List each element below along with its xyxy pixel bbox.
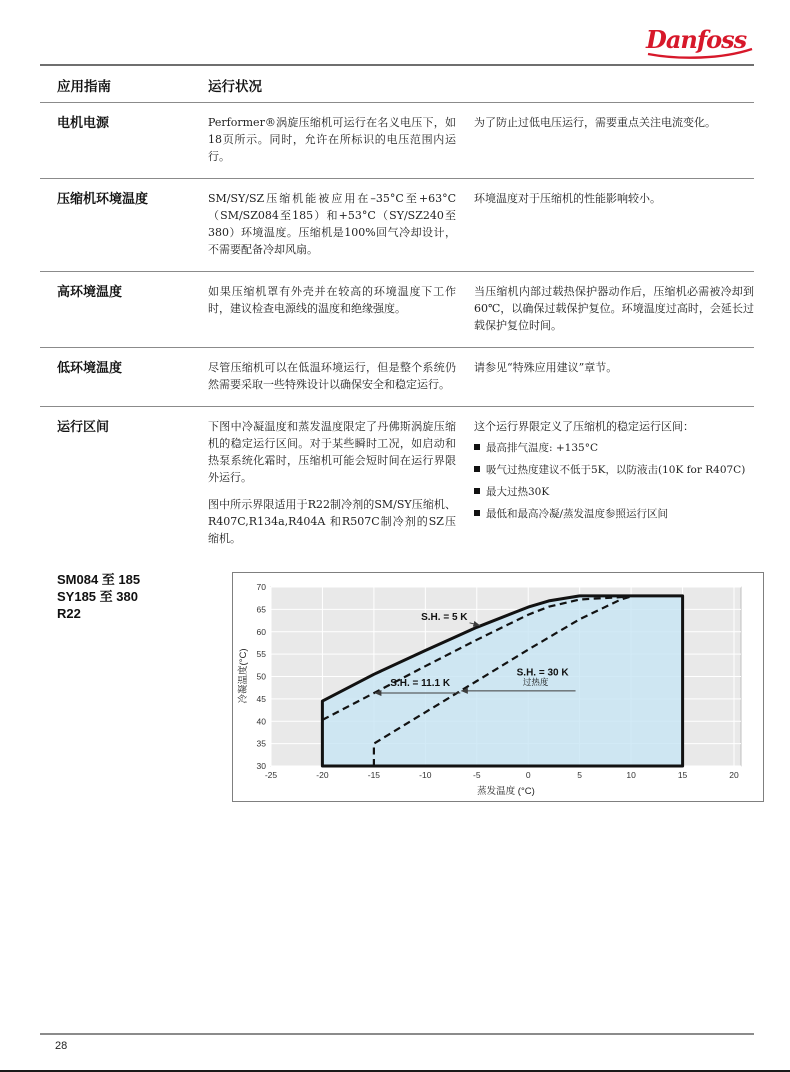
svg-text:冷凝温度(°C): 冷凝温度(°C) bbox=[238, 648, 249, 704]
row-low-ambient bbox=[40, 348, 754, 406]
row-operating-envelope bbox=[40, 407, 754, 560]
page-section-title: 运行状况 bbox=[208, 79, 262, 94]
footer-rule bbox=[40, 1033, 754, 1035]
row-label: 电机电源 bbox=[57, 115, 110, 130]
model-line: SY185 至 380 bbox=[57, 588, 138, 604]
svg-text:65: 65 bbox=[256, 604, 266, 615]
content-table bbox=[40, 102, 754, 802]
model-line: SM084 至 185 bbox=[57, 572, 141, 587]
svg-text:60: 60 bbox=[256, 626, 266, 637]
svg-text:10: 10 bbox=[626, 770, 636, 780]
danfoss-logo-text: Danfoss bbox=[646, 25, 747, 54]
row-right-text: 为了防止过低电压运行，需要重点关注电流变化。 bbox=[474, 116, 716, 129]
svg-text:15: 15 bbox=[677, 770, 688, 780]
row-right-text: 环境温度对于压缩机的性能影响较小。 bbox=[474, 192, 661, 205]
svg-text:30: 30 bbox=[256, 761, 266, 771]
svg-text:5: 5 bbox=[577, 770, 583, 780]
list-item bbox=[474, 462, 754, 479]
svg-text:40: 40 bbox=[256, 716, 266, 727]
envelope-paragraph-1: 下图中冷凝温度和蒸发温度限定了丹佛斯涡旋压缩机的稳定运行区间。对于某些瞬时工况，如启动和热泵系统化霜时，压缩机可能会短时间在运行界限外运行。 bbox=[208, 420, 456, 484]
row-label: 低环境温度 bbox=[57, 360, 123, 375]
row-right-text: 请参见“特殊应用建议”章节。 bbox=[474, 361, 618, 374]
row-label: 高环境温度 bbox=[57, 284, 123, 299]
row-motor-power bbox=[40, 103, 754, 178]
svg-text:-20: -20 bbox=[316, 770, 329, 780]
svg-text:-10: -10 bbox=[419, 770, 432, 780]
figure-row bbox=[40, 560, 754, 802]
svg-text:过热度: 过热度 bbox=[522, 677, 549, 688]
envelope-limits-list bbox=[474, 418, 754, 547]
svg-text:35: 35 bbox=[256, 738, 266, 749]
row-middle-text bbox=[208, 418, 456, 547]
svg-text:蒸发温度 (°C): 蒸发温度 (°C) bbox=[477, 786, 535, 797]
bullet-square-icon bbox=[474, 444, 480, 450]
row-label: 运行区间 bbox=[57, 419, 110, 434]
figure-model-label bbox=[57, 572, 208, 802]
svg-text:S.H. = 30 K: S.H. = 30 K bbox=[516, 667, 569, 679]
list-item bbox=[474, 506, 754, 523]
svg-text:50: 50 bbox=[256, 671, 266, 682]
envelope-paragraph-2: 图中所示界限适用于R22制冷剂的SM/SY压缩机、R407C,R134a,R404A 和R507C制冷剂的SZ压缩机。 bbox=[208, 498, 456, 545]
svg-text:70: 70 bbox=[256, 582, 266, 592]
limit-text: 最高排气温度: +135°C bbox=[486, 442, 598, 454]
row-label: 压缩机环境温度 bbox=[57, 191, 149, 206]
page-number: 28 bbox=[55, 1040, 68, 1052]
limit-text: 最大过热30K bbox=[486, 486, 550, 498]
header-row bbox=[40, 66, 754, 104]
list-item bbox=[474, 484, 754, 501]
app-guide-title: 应用指南 bbox=[57, 79, 111, 94]
svg-text:S.H. = 5 K: S.H. = 5 K bbox=[421, 612, 468, 624]
limits-intro: 这个运行界限定义了压缩机的稳定运行区间： bbox=[474, 420, 694, 433]
limit-text: 吸气过热度建议不低于5K，以防液击(10K for R407C) bbox=[486, 464, 746, 476]
svg-text:-25: -25 bbox=[264, 770, 278, 780]
row-high-ambient bbox=[40, 272, 754, 347]
bullet-square-icon bbox=[474, 510, 480, 516]
chart-frame bbox=[232, 572, 764, 802]
svg-text:-5: -5 bbox=[472, 770, 481, 780]
operating-envelope-chart bbox=[233, 573, 763, 801]
bullet-square-icon bbox=[474, 466, 480, 472]
row-right-text: 当压缩机内部过载热保护器动作后，压缩机必需被冷却到60℃，以确保过载保护复位。环境温度过高时，会延长过载保护复位时间。 bbox=[474, 285, 754, 332]
svg-text:45: 45 bbox=[256, 693, 266, 704]
row-middle-text: 如果压缩机罩有外壳并在较高的环境温度下工作时，建议检查电源线的温度和绝缘强度。 bbox=[208, 285, 456, 315]
row-middle-text: SM/SY/SZ压缩机能被应用在–35°C至+63°C（SM/SZ084至185）和+53°C（SY/SZ240至380）环境温度。压缩机是100%回气冷却设计，不需要配备冷却风扇。 bbox=[208, 192, 456, 256]
svg-text:S.H. = 11.1 K: S.H. = 11.1 K bbox=[390, 677, 451, 689]
bullet-square-icon bbox=[474, 488, 480, 494]
list-item bbox=[474, 440, 754, 457]
row-middle-text: 尽管压缩机可以在低温环境运行，但是整个系统仍然需要采取一些特殊设计以确保安全和稳定运行。 bbox=[208, 361, 456, 391]
row-middle-text: Performer®涡旋压缩机可运行在名义电压下，如18页所示。同时，允许在所标识的电压范围内运行。 bbox=[208, 116, 456, 163]
svg-text:-15: -15 bbox=[367, 770, 381, 780]
svg-text:55: 55 bbox=[256, 649, 266, 660]
model-line: R22 bbox=[57, 605, 81, 621]
svg-text:0: 0 bbox=[525, 770, 531, 780]
svg-text:20: 20 bbox=[729, 770, 739, 780]
limit-text: 最低和最高冷凝/蒸发温度参照运行区间 bbox=[486, 508, 669, 520]
danfoss-logo bbox=[640, 22, 758, 69]
row-ambient-temperature bbox=[40, 179, 754, 271]
